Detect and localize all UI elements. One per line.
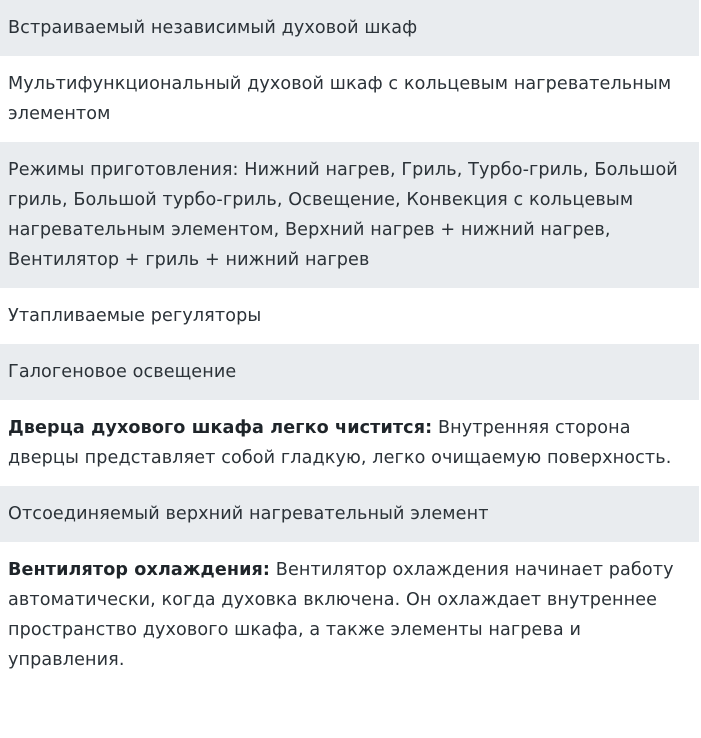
feature-item-cooking-modes bbox=[0, 142, 699, 288]
feature-title: Дверца духового шкафа легко чистится: bbox=[8, 418, 433, 438]
feature-text: Режимы приготовления: Нижний нагрев, Гриль, Турбо-гриль, Большой гриль, Большой турбо-гриль, Освещение, Конвекция с кольцевым нагревательным элементом, Верхний нагрев + нижний нагрев, Вентилятор + гриль + нижний нагрев bbox=[8, 160, 678, 270]
feature-text: Встраиваемый независимый духовой шкаф bbox=[8, 18, 418, 38]
feature-item-recessed-knobs bbox=[0, 288, 699, 344]
feature-text: Отсоединяемый верхний нагревательный элемент bbox=[8, 504, 489, 524]
feature-title: Вентилятор охлаждения: bbox=[8, 560, 271, 580]
feature-item-built-in-oven bbox=[0, 0, 699, 56]
feature-text: Мультифункциональный духовой шкаф с кольцевым нагревательным элементом bbox=[8, 74, 672, 124]
feature-text: Галогеновое освещение bbox=[8, 362, 237, 382]
feature-item-halogen-light bbox=[0, 344, 699, 400]
feature-item-cooling-fan bbox=[0, 542, 699, 679]
feature-item-multifunction bbox=[0, 56, 699, 142]
feature-item-easy-clean-door bbox=[0, 400, 699, 486]
feature-item-removable-heating-element bbox=[0, 486, 699, 542]
feature-text: Внутренняя сторона дверцы представляет собой гладкую, легко очищаемую поверхность. bbox=[8, 418, 672, 468]
feature-text: Вентилятор охлаждения начинает работу автоматически, когда духовка включена. Он охлаждает внутреннее пространство духового шкафа, а также элементы нагрева и управления. bbox=[8, 560, 674, 670]
feature-text: Утапливаемые регуляторы bbox=[8, 306, 262, 326]
